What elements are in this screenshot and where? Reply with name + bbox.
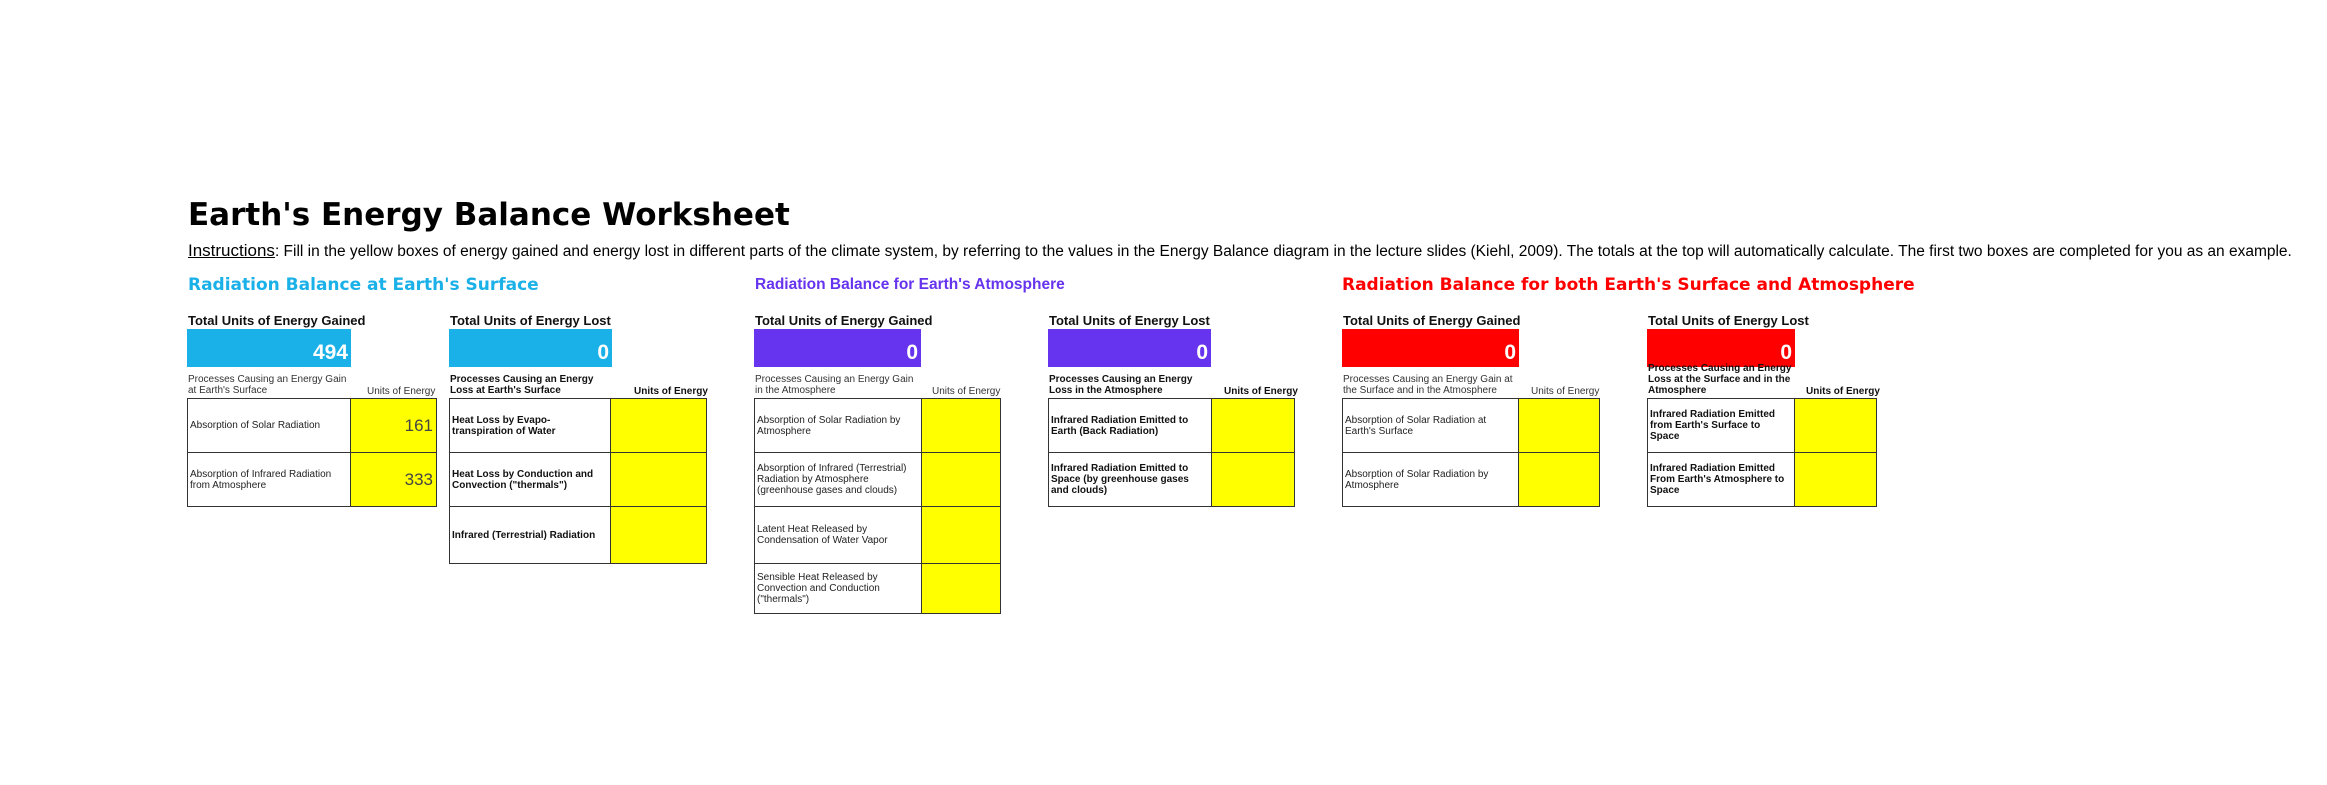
energy-input-cell[interactable]: 333 [351, 453, 437, 507]
energy-input-cell[interactable] [1519, 453, 1600, 507]
energy-input-cell[interactable] [1212, 453, 1295, 507]
process-cell: Infrared Radiation Emitted from Earth's Surface to Space [1648, 399, 1795, 453]
process-cell: Infrared Radiation Emitted to Earth (Back Radiation) [1049, 399, 1212, 453]
table-row [188, 399, 437, 453]
process-cell: Infrared (Terrestrial) Radiation [450, 507, 611, 564]
process-header-gain-atmosphere: Processes Causing an Energy Gain in the Atmosphere [755, 374, 914, 396]
process-cell: Heat Loss by Conduction and Convection ("thermals") [450, 453, 611, 507]
process-cell: Absorption of Infrared Radiation from Atmosphere [188, 453, 351, 507]
process-cell: Absorption of Infrared (Terrestrial) Radiation by Atmosphere (greenhouse gases and clouds) [755, 453, 922, 507]
total-lost-value-surface: 0 [449, 329, 612, 367]
process-header-loss-both: Processes Causing an Energy Loss at the Surface and in the Atmosphere [1648, 363, 1792, 396]
total-gained-label-atmosphere: Total Units of Energy Gained [755, 313, 933, 328]
process-cell: Absorption of Solar Radiation at Earth's Surface [1343, 399, 1519, 453]
process-header-gain-surface: Processes Causing an Energy Gain at Earth's Surface [188, 374, 347, 396]
table-loss-both [1647, 398, 1877, 507]
table-loss-atmosphere [1048, 398, 1295, 507]
process-cell: Latent Heat Released by Condensation of Water Vapor [755, 507, 922, 564]
instructions-text: : Fill in the yellow boxes of energy gained and energy lost in different parts of the climate system, by referring to the values in the Energy Balance diagram in the lecture slides (Kiehl, 2009). The totals at the top will automatically calculate. The first two boxes are completed for you as an example. [274, 243, 2292, 260]
units-header-gain-both: Units of Energy [1531, 386, 1600, 397]
units-header-gain-surface: Units of Energy [367, 386, 436, 397]
table-row [1648, 453, 1877, 507]
total-lost-label-atmosphere: Total Units of Energy Lost [1049, 313, 1210, 328]
table-loss-surface [449, 398, 707, 564]
table-row [1343, 399, 1600, 453]
energy-input-cell[interactable]: 161 [351, 399, 437, 453]
table-row [450, 453, 707, 507]
process-cell: Infrared Radiation Emitted to Space (by greenhouse gases and clouds) [1049, 453, 1212, 507]
total-lost-label-surface: Total Units of Energy Lost [450, 313, 611, 328]
energy-input-cell[interactable] [1519, 399, 1600, 453]
energy-input-cell[interactable] [611, 453, 707, 507]
table-row [755, 399, 1001, 453]
energy-input-cell[interactable] [611, 507, 707, 564]
table-row [755, 564, 1001, 614]
energy-input-cell[interactable] [1795, 453, 1877, 507]
table-row [755, 507, 1001, 564]
table-row [1648, 399, 1877, 453]
total-gained-value-surface: 494 [187, 329, 351, 367]
process-header-loss-surface: Processes Causing an Energy Loss at Earth's Surface [450, 374, 594, 396]
page-title: Earth's Energy Balance Worksheet [188, 197, 790, 233]
total-lost-value-atmosphere: 0 [1048, 329, 1211, 367]
table-row [450, 507, 707, 564]
total-gained-label-both: Total Units of Energy Gained [1343, 313, 1521, 328]
table-row [755, 453, 1001, 507]
process-cell: Infrared Radiation Emitted From Earth's Atmosphere to Space [1648, 453, 1795, 507]
units-header-gain-atmosphere: Units of Energy [932, 386, 1001, 397]
table-row [188, 453, 437, 507]
instructions-label: Instructions [188, 241, 275, 260]
instructions [188, 241, 2292, 261]
process-cell: Absorption of Solar Radiation by Atmosphere [755, 399, 922, 453]
total-gained-label-surface: Total Units of Energy Gained [188, 313, 366, 328]
table-row [1049, 453, 1295, 507]
total-gained-value-both: 0 [1342, 329, 1519, 367]
process-header-loss-atmosphere: Processes Causing an Energy Loss in the Atmosphere [1049, 374, 1193, 396]
energy-input-cell[interactable] [611, 399, 707, 453]
table-gain-both [1342, 398, 1600, 507]
table-gain-atmosphere [754, 398, 1001, 614]
units-header-loss-surface: Units of Energy [634, 386, 708, 397]
process-cell: Absorption of Solar Radiation by Atmosphere [1343, 453, 1519, 507]
total-lost-label-both: Total Units of Energy Lost [1648, 313, 1809, 328]
energy-input-cell[interactable] [922, 453, 1001, 507]
table-row [1343, 453, 1600, 507]
total-lost-value-both: 0 [1647, 329, 1795, 367]
table-row [450, 399, 707, 453]
table-row [1049, 399, 1295, 453]
process-cell: Heat Loss by Evapo-transpiration of Water [450, 399, 611, 453]
energy-input-cell[interactable] [1795, 399, 1877, 453]
energy-input-cell[interactable] [1212, 399, 1295, 453]
table-gain-surface [187, 398, 437, 507]
energy-input-cell[interactable] [922, 399, 1001, 453]
section-title-both: Radiation Balance for both Earth's Surface and Atmosphere [1342, 275, 1915, 295]
energy-input-cell[interactable] [922, 564, 1001, 614]
energy-input-cell[interactable] [922, 507, 1001, 564]
units-header-loss-both: Units of Energy [1806, 386, 1880, 397]
section-title-atmosphere: Radiation Balance for Earth's Atmosphere [755, 276, 1065, 293]
process-header-gain-both: Processes Causing an Energy Gain at the Surface and in the Atmosphere [1343, 374, 1513, 396]
units-header-loss-atmosphere: Units of Energy [1224, 386, 1298, 397]
total-gained-value-atmosphere: 0 [754, 329, 921, 367]
process-cell: Absorption of Solar Radiation [188, 399, 351, 453]
section-title-surface: Radiation Balance at Earth's Surface [188, 275, 539, 295]
process-cell: Sensible Heat Released by Convection and Conduction ("thermals") [755, 564, 922, 614]
